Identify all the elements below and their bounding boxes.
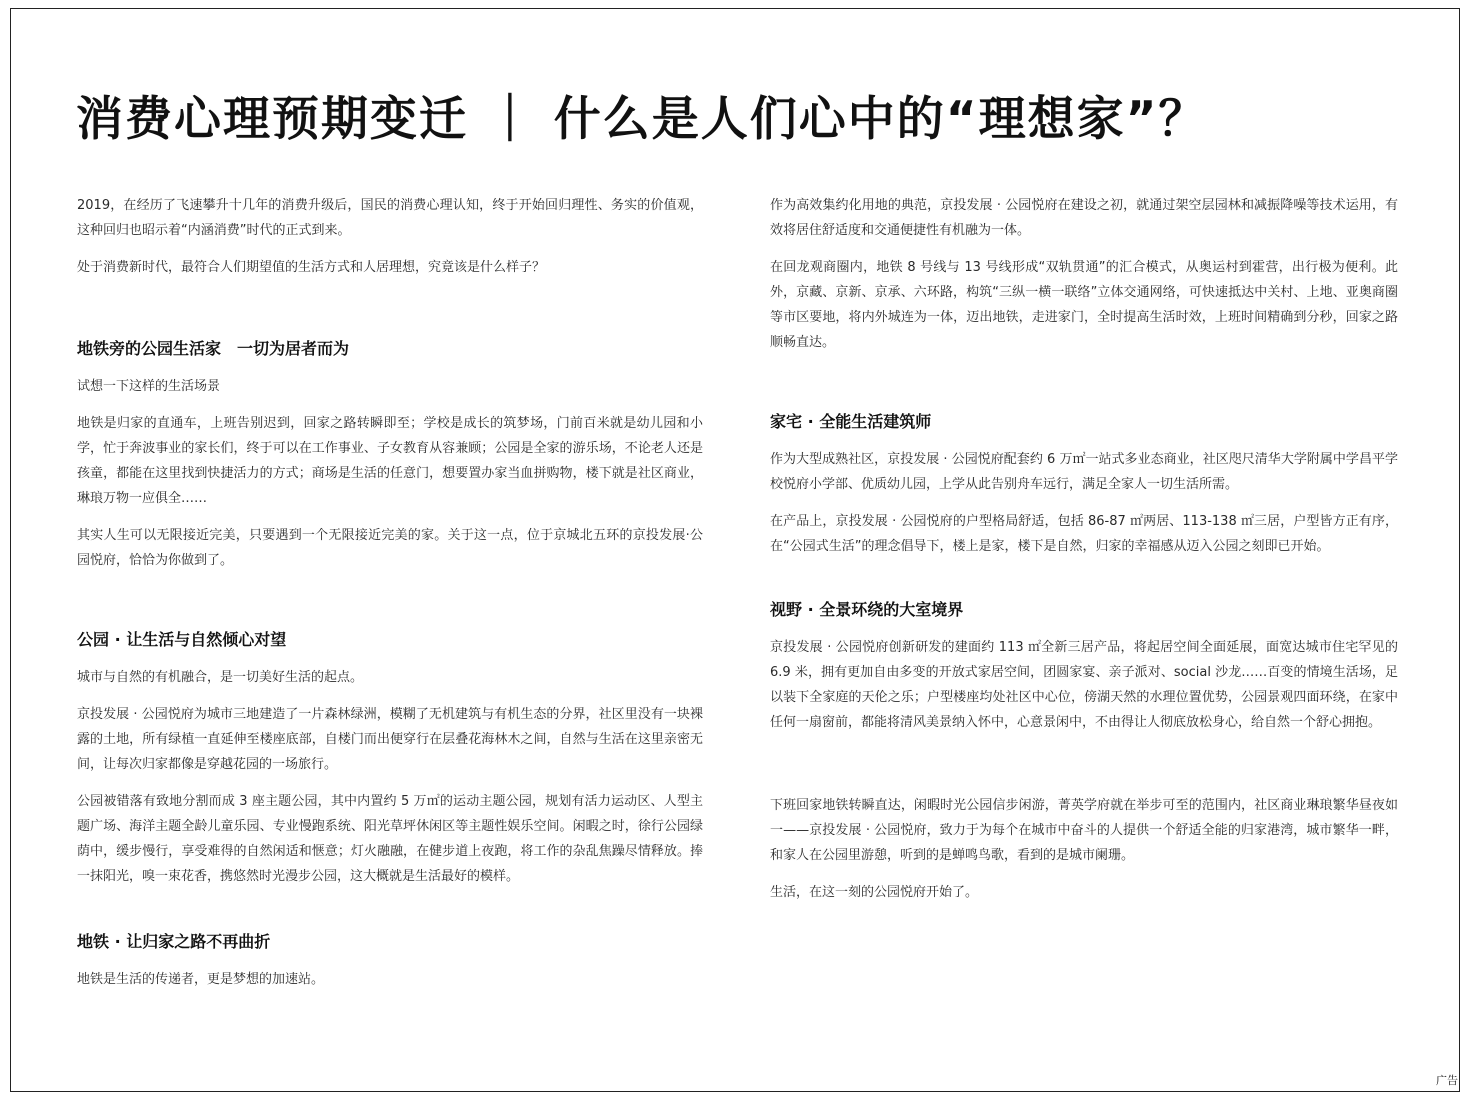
intro-question: 处于消费新时代，最符合人们期望值的生活方式和人居理想，究竟该是什么样子？ — [77, 260, 546, 275]
section-heading-park-life: 地铁旁的公园生活家 一切为居者而为 — [77, 339, 350, 358]
section-heading-home: 家宅 · 全能生活建筑师 — [770, 412, 932, 431]
section-paragraph: 地铁是归家的直通车，上班告别迟到，回家之路转瞬即至；学校是成长的筑梦场，门前百米就是幼儿园和小学，忙于奔波事业的家长们，终于可以在工作事业、子女教育从容兼顾；公园是全家的游乐场，不论老人还是孩童，都能在这里找到快捷活力的方式；商场是生活的任意门，想要置办家当血拼购物，楼下就是社区商业，琳琅万物一应俱全…… — [77, 416, 703, 506]
section-paragraph: 京投发展 · 公园悦府为城市三地建造了一片森林绿洲，模糊了无机建筑与有机生态的分界，社区里没有一块裸露的土地，所有绿植一直延伸至楼座底部，自楼门而出便穿行在层叠花海林木之间，自然与生活在这里亲密无间，让每次归家都像是穿越花园的一场旅行。 — [77, 707, 703, 772]
section-paragraph: 试想一下这样的生活场景 — [77, 379, 221, 394]
section-paragraph: 其实人生可以无限接近完美，只要遇到一个无限接近完美的家。关于这一点，位于京城北五环的京投发展·公园悦府，恰恰为你做到了。 — [77, 528, 703, 568]
closing-line: 生活，在这一刻的公园悦府开始了。 — [770, 885, 979, 900]
section-heading-park: 公园 · 让生活与自然倾心对望 — [77, 630, 287, 649]
section-heading-subway: 地铁 · 让归家之路不再曲折 — [77, 932, 271, 951]
section-paragraph: 城市与自然的有机融合，是一切美好生活的起点。 — [77, 670, 364, 685]
section-paragraph: 在产品上，京投发展 · 公园悦府的户型格局舒适，包括 86-87 ㎡两居、113-138 ㎡三居，户型皆方正有序，在“公园式生活”的理念倡导下，楼上是家，楼下是自然，归家的幸福感从迈入公园之刻即已开始。 — [770, 514, 1398, 554]
section-paragraph: 公园被错落有致地分割而成 3 座主题公园，其中内置约 5 万㎡的运动主题公园，规划有活力运动区、人型主题广场、海洋主题全龄儿童乐园、专业慢跑系统、阳光草坪休闲区等主题性娱乐空间。闲暇之时，徐行公园绿荫中，缓步慢行，享受难得的自然闲适和惬意；灯火融融，在健步道上夜跑，将工作的杂乱焦躁尽情释放。捧一抹阳光，嗅一束花香，携悠然时光漫步公园，这大概就是生活最好的模样。 — [77, 794, 703, 884]
right-column — [770, 193, 1398, 917]
page-title: 消费心理预期变迁 ｜ 什么是人们心中的“理想家”？ — [76, 92, 1208, 147]
section-paragraph: 京投发展 · 公园悦府创新研发的建面约 113 ㎡全新三居产品，将起居空间全面延展，面宽达城市住宅罕见的 6.9 米，拥有更加自由多变的开放式家居空间，团圆家宴、亲子派对、social 沙龙……百变的情境生活场，足以装下全家庭的天伦之乐；户型楼座均处社区中心位，傍湖天然的水理位置优势，公园景观四面环绕，在家中任何一扇窗前，都能将清风美景纳入怀中，心意景闲中，不由得让人彻底放松身心，给自然一个舒心拥抱。 — [770, 640, 1398, 730]
section-paragraph: 作为高效集约化用地的典范，京投发展 · 公园悦府在建设之初，就通过架空层园林和减振降噪等技术运用，有效将居住舒适度和交通便捷性有机融为一体。 — [770, 198, 1398, 238]
ad-label: 广告 — [1436, 1074, 1458, 1087]
section-heading-view: 视野 · 全景环绕的大室境界 — [770, 600, 964, 619]
section-paragraph: 作为大型成熟社区，京投发展 · 公园悦府配套约 6 万㎡一站式多业态商业，社区咫尺清华大学附属中学昌平学校悦府小学部、优质幼儿园，上学从此告别舟车远行，满足全家人一切生活所需。 — [770, 452, 1398, 492]
closing-paragraph: 下班回家地铁转瞬直达，闲暇时光公园信步闲游，菁英学府就在举步可至的范围内，社区商业琳琅繁华昼夜如一——京投发展 · 公园悦府，致力于为每个在城市中奋斗的人提供一个舒适全能的归家港湾，城市繁华一畔，和家人在公园里游憩，听到的是蝉鸣鸟歌，看到的是城市阑珊。 — [770, 798, 1398, 863]
section-paragraph: 地铁是生活的传递者，更是梦想的加速站。 — [77, 972, 325, 987]
intro-paragraph: 2019，在经历了飞速攀升十几年的消费升级后，国民的消费心理认知，终于开始回归理性、务实的价值观，这种回归也昭示着“内涵消费”时代的正式到来。 — [77, 198, 703, 238]
left-column — [77, 193, 703, 1004]
section-paragraph: 在回龙观商圈内，地铁 8 号线与 13 号线形成“双轨贯通”的汇合模式，从奥运村到霍营，出行极为便利。此外，京藏、京新、京承、六环路，构筑“三纵一横一联络”立体交通网络，可快速抵达中关村、上地、亚奥商圈等市区要地，将内外城连为一体，迈出地铁，走进家门，全时提高生活时效，上班时间精确到分秒，回家之路顺畅直达。 — [770, 260, 1398, 350]
